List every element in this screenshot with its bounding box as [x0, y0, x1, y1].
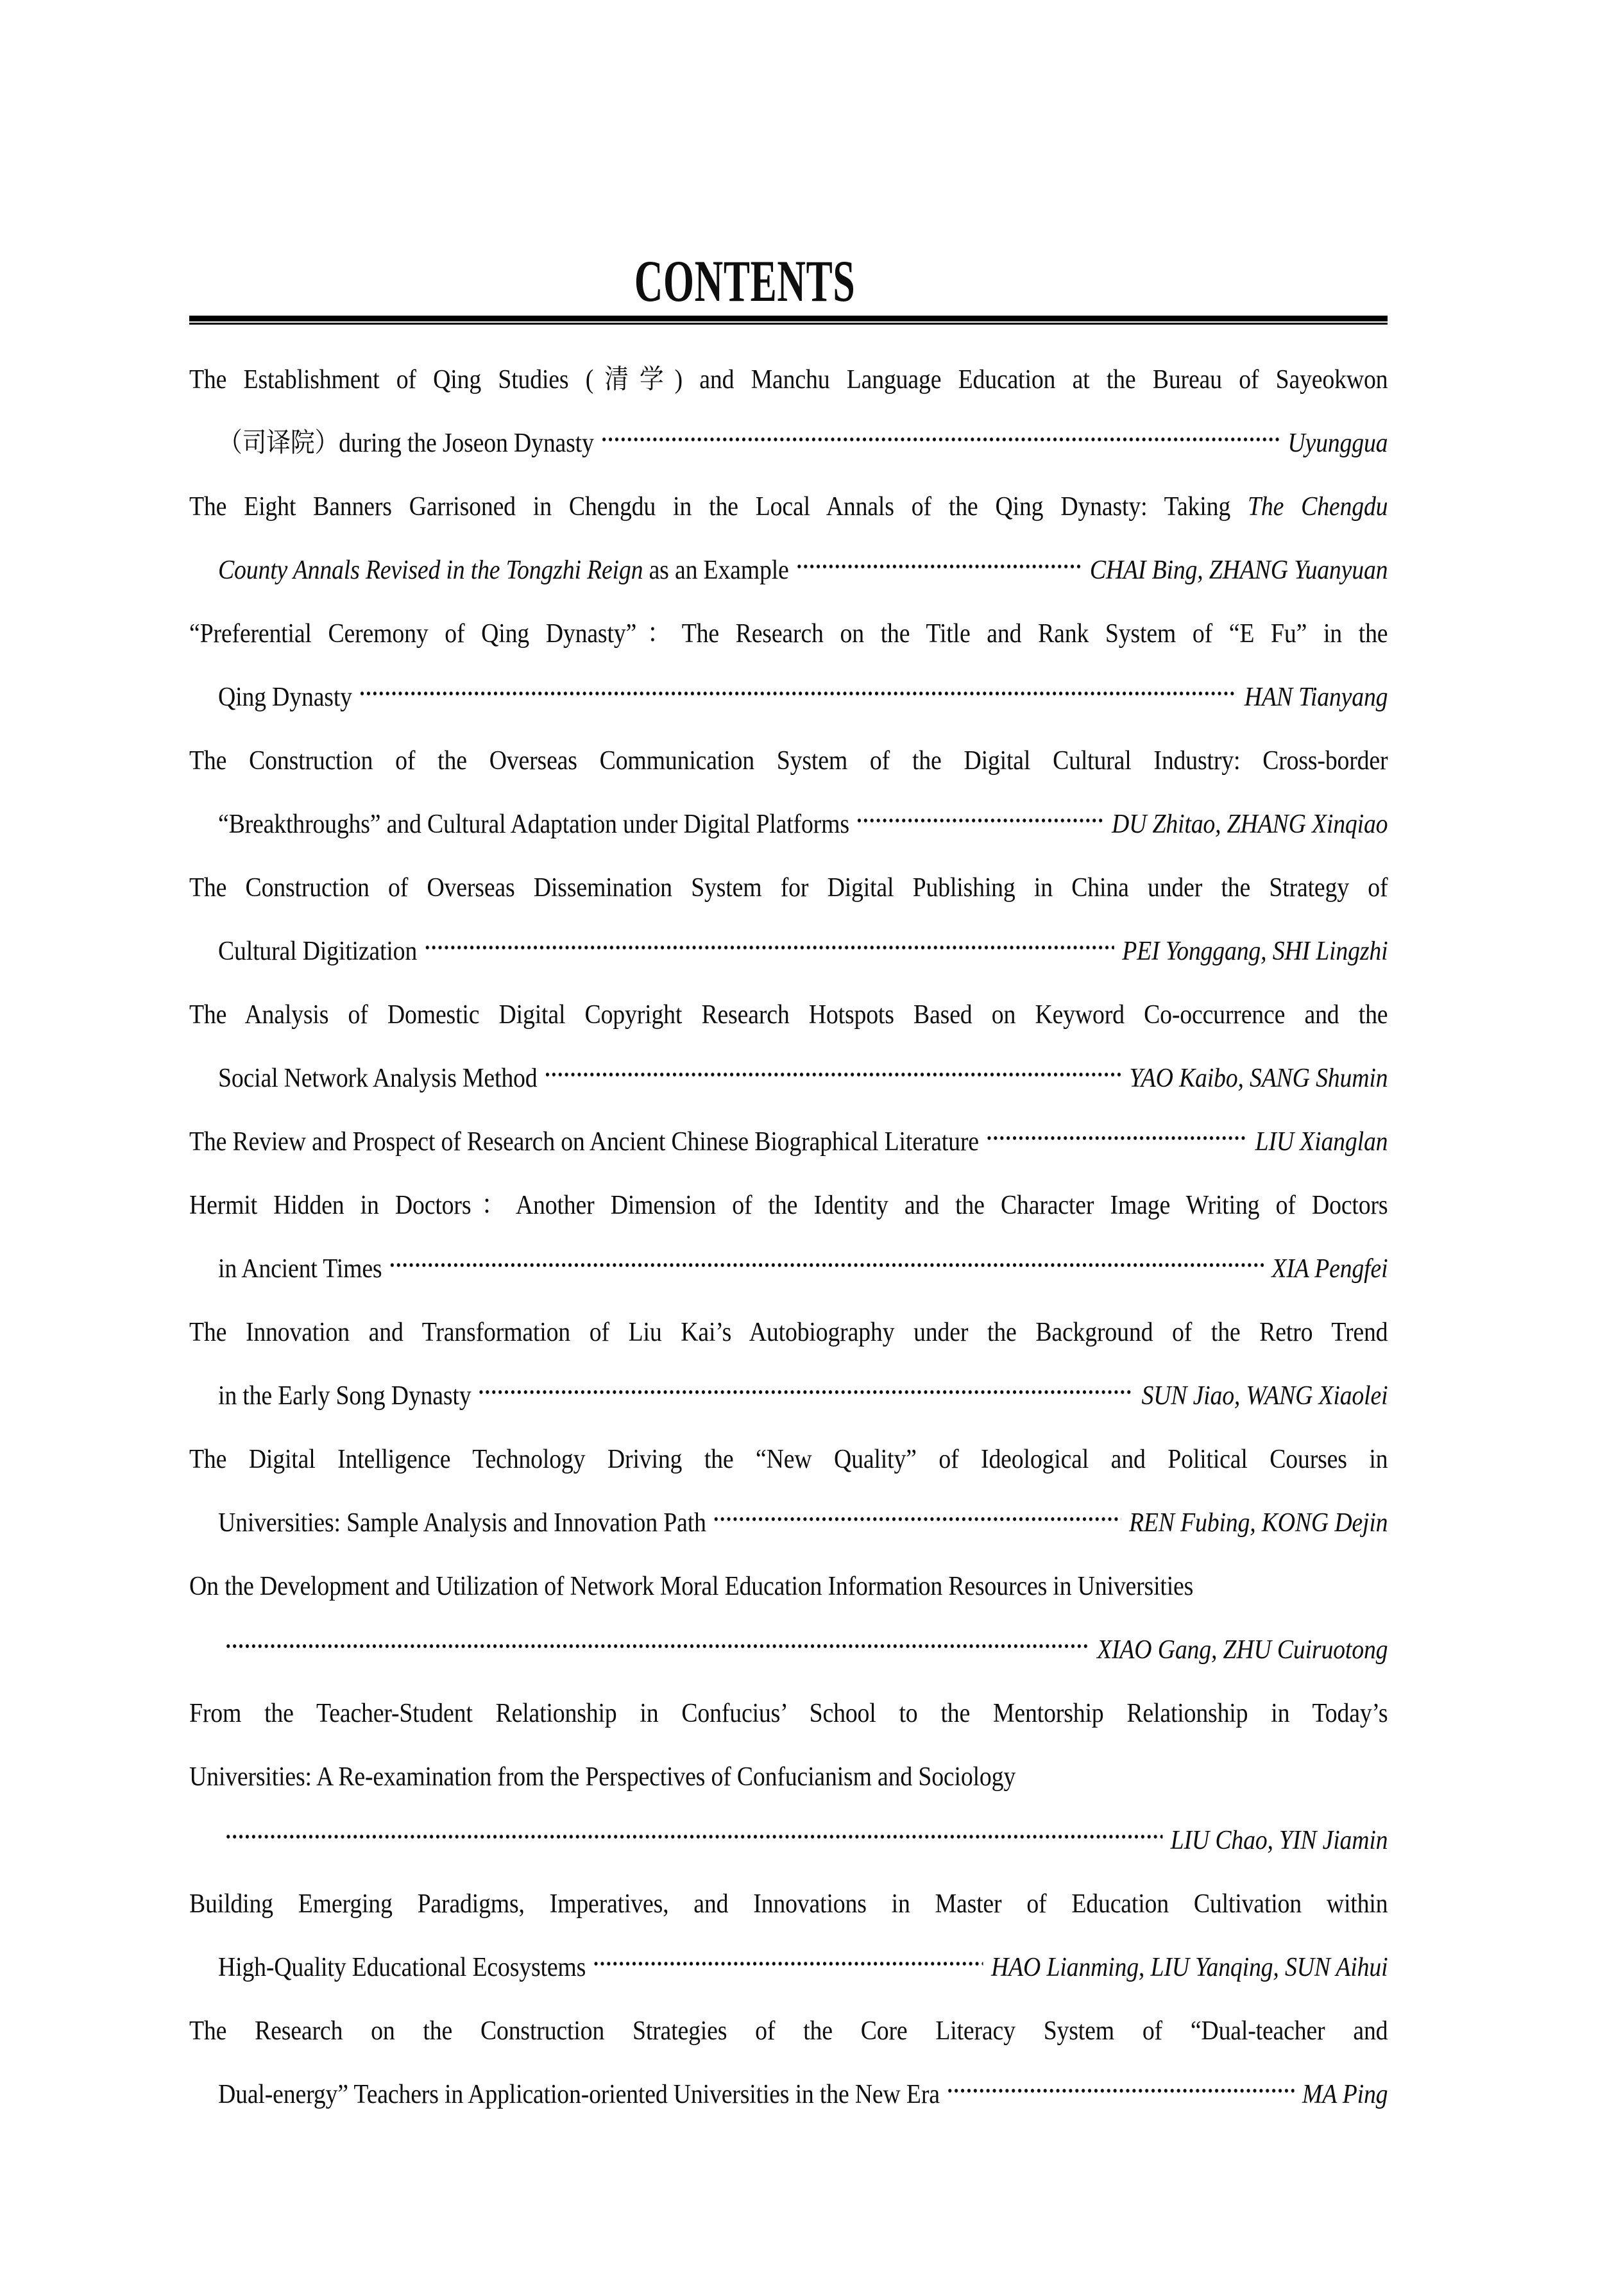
author-names: DU Zhitao, ZHANG Xinqiao — [1111, 810, 1388, 839]
toc-line — [189, 1365, 1388, 1428]
toc-line-text: The Research on the Construction Strategies of the Core Literacy System of “Dual-teacher and — [189, 2016, 1388, 2046]
author-names: LIU Xianglan — [1255, 1127, 1388, 1157]
dot-leader — [389, 1263, 1264, 1268]
toc-line-text: On the Development and Utilization of Network Moral Education Information Resources in Universities — [189, 1572, 1194, 1601]
toc-line-text — [218, 793, 849, 856]
toc-line — [189, 539, 1388, 602]
toc-line — [189, 729, 1388, 793]
dot-leader — [225, 1644, 1089, 1649]
author-names: XIAO Gang, ZHU Cuiruotong — [1097, 1635, 1388, 1665]
dot-leader — [424, 945, 1114, 950]
toc-line — [189, 920, 1388, 983]
toc-line-text: The Establishment of Qing Studies (清学) and Manchu Language Education at the Bureau of Sayeokwon — [189, 365, 1388, 395]
toc-list — [189, 348, 1388, 2127]
toc-line-text — [218, 1936, 586, 2000]
toc-line-text: Dual-energy” Teachers in Application-oriented Universities in the New Era — [218, 2080, 940, 2109]
dot-leader — [601, 437, 1280, 442]
author-names: MA Ping — [1302, 2080, 1388, 2109]
toc-line-text: The Construction of the Overseas Communication System of the Digital Cultural Industry: Cross-border — [189, 746, 1388, 776]
toc-line-text — [218, 1237, 382, 1301]
toc-line-text: （司译院）during the Joseon Dynasty — [218, 429, 594, 458]
toc-line-text — [189, 1110, 979, 1174]
toc-line — [189, 1809, 1388, 1873]
author-names: HAN Tianyang — [1244, 683, 1388, 712]
toc-line-text: The Construction of Overseas Dissemination System for Digital Publishing in China under the Strategy of — [189, 873, 1388, 903]
toc-line-text: Hermit Hidden in Doctors：Another Dimension of the Identity and the Character Image Writing of Doctors — [189, 1191, 1388, 1220]
toc-line-text: “Breakthroughs” and Cultural Adaptation under Digital Platforms — [218, 810, 849, 839]
author-names: REN Fubing, KONG Dejin — [1128, 1508, 1388, 1538]
author-names: YAO Kaibo, SANG Shumin — [1129, 1064, 1388, 1093]
dot-leader — [856, 818, 1104, 823]
toc-line-text: From the Teacher-Student Relationship in Confucius’ School to the Mentorship Relationship in Today’s — [189, 1699, 1388, 1728]
toc-line — [189, 1619, 1388, 1682]
toc-line — [189, 666, 1388, 729]
author-names: XIA Pengfei — [1271, 1254, 1388, 1284]
toc-line-text: in the Early Song Dynasty — [218, 1381, 471, 1411]
toc-line-text: High-Quality Educational Ecosystems — [218, 1953, 586, 1982]
toc-line — [189, 1555, 1388, 1619]
toc-line — [189, 1936, 1388, 2000]
toc-line — [189, 2000, 1388, 2063]
dot-leader — [359, 691, 1237, 696]
author-names: CHAI Bing, ZHANG Yuanyuan — [1089, 556, 1388, 585]
page-title: CONTENTS — [634, 248, 856, 314]
toc-line-text — [218, 2063, 940, 2127]
toc-line — [189, 793, 1388, 856]
author-names: LIU Chao, YIN Jiamin — [1170, 1826, 1388, 1855]
book-title-italic: County Annals Revised in the Tongzhi Reign — [218, 556, 643, 585]
dot-leader — [713, 1517, 1121, 1522]
toc-line — [189, 1237, 1388, 1301]
dot-leader — [225, 1834, 1162, 1839]
toc-line-text — [218, 1047, 538, 1110]
toc-line-text: Cultural Digitization — [218, 937, 418, 966]
toc-line — [189, 1301, 1388, 1365]
toc-line-text: Social Network Analysis Method — [218, 1064, 538, 1093]
toc-line-text — [218, 1492, 706, 1555]
toc-line — [189, 1492, 1388, 1555]
toc-line — [189, 1174, 1388, 1237]
toc-line — [189, 1873, 1388, 1936]
toc-line-text: Universities: Sample Analysis and Innovation Path — [218, 1508, 706, 1538]
toc-line-text: The Eight Banners Garrisoned in Chengdu in the Local Annals of the Qing Dynasty: Taking — [189, 492, 1248, 522]
toc-line-text — [218, 539, 789, 602]
title-row — [189, 250, 1388, 312]
toc-line — [189, 1682, 1388, 1746]
toc-line-text: The Analysis of Domestic Digital Copyright Research Hotspots Based on Keyword Co-occurrence and the — [189, 1000, 1388, 1030]
toc-line — [189, 348, 1388, 412]
toc-line-text: Universities: A Re-examination from the Perspectives of Confucianism and Sociology — [189, 1762, 1016, 1792]
dot-leader — [478, 1390, 1134, 1395]
dot-leader — [986, 1135, 1247, 1141]
dot-leader — [593, 1961, 983, 1966]
toc-line — [189, 1047, 1388, 1110]
toc-line-text: as an Example — [643, 556, 789, 585]
dot-leader — [947, 2088, 1295, 2093]
dot-leader — [795, 564, 1082, 569]
toc-line-text — [218, 920, 417, 983]
toc-line — [189, 2063, 1388, 2127]
toc-line-text — [218, 412, 594, 475]
toc-line-text — [218, 666, 352, 729]
toc-line — [189, 602, 1388, 666]
toc-line-text: The Digital Intelligence Technology Driving the “New Quality” of Ideological and Political Courses in — [189, 1445, 1388, 1474]
toc-line-text: The Review and Prospect of Research on Ancient Chinese Biographical Literature — [189, 1127, 979, 1157]
toc-line — [189, 475, 1388, 539]
author-names: PEI Yonggang, SHI Lingzhi — [1122, 937, 1388, 966]
author-names: SUN Jiao, WANG Xiaolei — [1141, 1381, 1388, 1411]
author-names: HAO Lianming, LIU Yanqing, SUN Aihui — [991, 1953, 1388, 1982]
content-column — [189, 0, 1388, 2127]
book-title-italic: The Chengdu — [1248, 492, 1388, 522]
toc-line — [189, 412, 1388, 475]
toc-line-text: The Innovation and Transformation of Liu Kai’s Autobiography under the Background of the Retro Trend — [189, 1318, 1388, 1347]
toc-line — [189, 983, 1388, 1047]
dot-leader — [544, 1072, 1121, 1077]
toc-line-text: in Ancient Times — [218, 1254, 382, 1284]
toc-line-text — [218, 1365, 471, 1428]
toc-line-text: Building Emerging Paradigms, Imperatives, and Innovations in Master of Education Cultivation within — [189, 1889, 1388, 1919]
toc-line — [189, 1746, 1388, 1809]
title-divider — [189, 316, 1388, 325]
toc-line — [189, 1110, 1388, 1174]
toc-line-text: “Preferential Ceremony of Qing Dynasty”：The Research on the Title and Rank System of “E Fu” in the — [189, 619, 1388, 649]
toc-line — [189, 1428, 1388, 1492]
author-names: Uyunggua — [1287, 429, 1388, 458]
toc-line-text: Qing Dynasty — [218, 683, 352, 712]
toc-line — [189, 856, 1388, 920]
